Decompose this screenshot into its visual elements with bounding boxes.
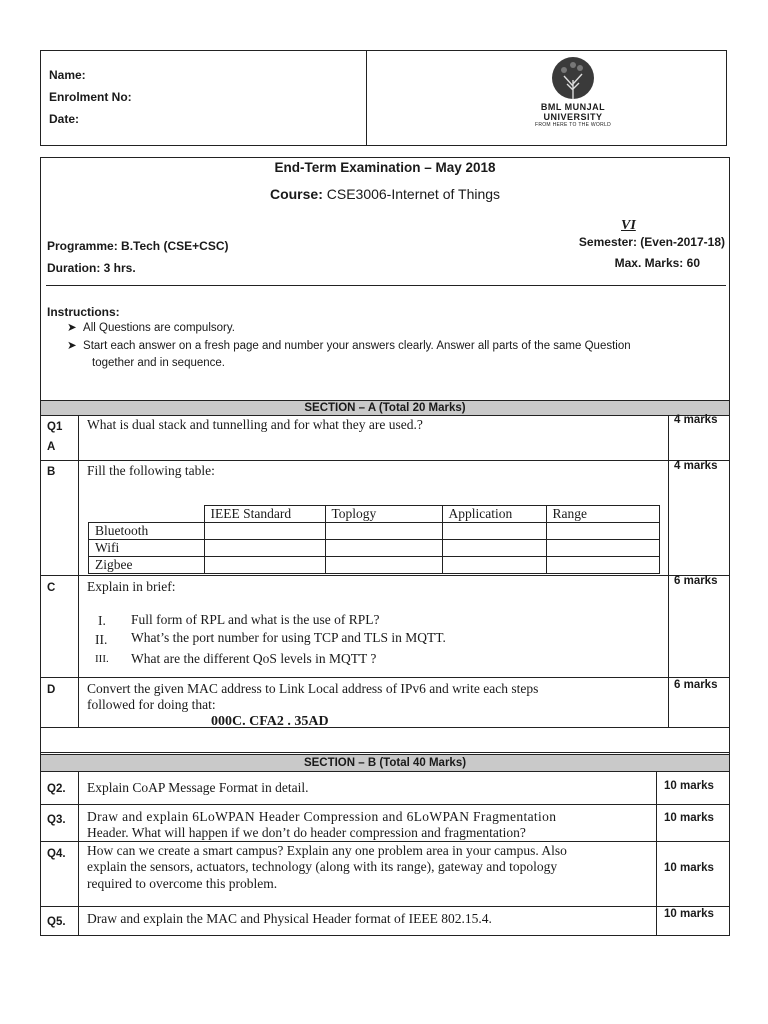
fill-table [88,505,660,574]
q1c-item-1-text: Full form of RPL and what is the use of RPL? [131,612,380,627]
table-cell [325,540,442,557]
course-label: Course: [269,186,323,202]
q1d-line2: followed for doing that: [87,697,216,712]
max-marks-label: Max. Marks: 60 [614,256,700,270]
university-name-line2: UNIVERSITY [543,112,603,122]
table-header-cell: Application [442,506,546,523]
section-a-header: SECTION – A (Total 20 Marks) [40,400,730,416]
exam-title: End-Term Examination – May 2018 [274,160,496,175]
course-value: CSE3006-Internet of Things [326,186,501,202]
header-divider [366,50,367,146]
q2-text: Explain CoAP Message Format in detail. [87,780,309,795]
q3-line2: Header. What will happen if we don’t do header compression and fragmentation? [87,825,526,840]
q1c-marks: 6 marks [674,575,718,587]
q3-number: Q3. [47,814,66,826]
q1a-sub: A [47,441,56,453]
qnum-column-line-b [78,772,79,936]
table-cell [204,557,325,574]
row-divider [40,906,730,907]
row-divider [40,460,730,461]
row-divider [40,841,730,842]
table-cell [442,540,546,557]
table-cell [442,557,546,574]
q1b-text: Fill the following table: [87,463,215,478]
q1c-text: Explain in brief: [87,579,176,594]
date-label: Date: [49,112,80,126]
q3-line1: Draw and explain 6LoWPAN Header Compression and 6LoWPAN Fragmentation [87,809,557,824]
arrow-bullet-icon: ➤ [67,340,77,352]
q1a-text: What is dual stack and tunnelling and for what they are used.? [87,417,423,432]
table-row [89,557,660,574]
q2-marks: 10 marks [664,780,714,792]
q1c-item-1-num: I. [98,613,106,628]
table-header-cell: Range [546,506,660,523]
semester-handwritten: VI [621,218,636,233]
course-line [40,186,730,202]
q5-text: Draw and explain the MAC and Physical Header format of IEEE 802.15.4. [87,911,492,926]
q1a-marks: 4 marks [674,414,718,426]
arrow-bullet-icon: ➤ [67,322,77,334]
q1c-item-2-text: What’s the port number for using TCP and TLS in MQTT. [131,630,446,645]
mac-address: 000C. CFA2 . 35AD [211,714,329,729]
enrolment-label: Enrolment No: [49,90,132,104]
q4-number: Q4. [47,848,66,860]
section-b-header: SECTION – B (Total 40 Marks) [40,754,730,772]
table-cell [546,523,660,540]
q1c-item-3-text: What are the different QoS levels in MQTT ? [131,651,377,666]
q1c-item-2-num: II. [95,632,108,647]
marks-column-line-b [656,772,657,936]
table-header-cell [89,506,205,523]
row-divider [40,677,730,678]
name-label: Name: [49,68,86,82]
q1-number: Q1 [47,421,63,433]
table-cell [546,540,660,557]
instructions-heading: Instructions: [47,305,120,319]
row-divider [40,575,730,576]
table-row-label: Wifi [89,540,205,557]
instruction-item-3: together and in sequence. [92,357,225,369]
q1c-item-3-num: III. [95,653,109,665]
table-row [89,540,660,557]
q5-number: Q5. [47,916,66,928]
info-divider [46,285,726,286]
programme-label: Programme: B.Tech (CSE+CSC) [47,239,229,253]
q1b-marks: 4 marks [674,460,718,472]
qnum-column-line-a [78,415,79,728]
table-header-row [89,506,660,523]
table-cell [204,523,325,540]
tree-logo-icon [518,56,628,104]
table-cell [442,523,546,540]
university-logo [518,56,628,132]
table-cell [325,557,442,574]
q4-line1: How can we create a smart campus? Explain any one problem area in your campus. Also [87,843,567,858]
row-divider [40,752,730,753]
q1d-line1: Convert the given MAC address to Link Local address of IPv6 and write each steps [87,681,539,696]
q4-line3: required to overcome this problem. [87,876,278,891]
marks-column-line-a [668,415,669,728]
instruction-item-2: ➤ Start each answer on a fresh page and number your answers clearly. Answer all parts of the same Question [67,340,631,352]
university-tagline: FROM HERE TO THE WORLD [534,122,612,128]
duration-label: Duration: 3 hrs. [47,261,136,275]
table-header-cell: Toplogy [325,506,442,523]
table-row [89,523,660,540]
table-cell [204,540,325,557]
q4-line2: explain the sensors, actuators, technology (along with its range), gateway and topology [87,859,558,874]
table-cell [325,523,442,540]
q1d-marks: 6 marks [674,679,718,691]
q5-marks: 10 marks [664,908,714,920]
row-divider [40,804,730,805]
q1d-sub: D [47,684,56,696]
instruction-item-1: ➤ All Questions are compulsory. [67,322,235,334]
table-row-label: Bluetooth [89,523,205,540]
q1b-sub: B [47,466,56,478]
q3-marks: 10 marks [664,812,714,824]
q1c-sub: C [47,582,56,594]
university-name-line1: BML MUNJAL [540,102,606,112]
q4-marks: 10 marks [664,862,714,874]
row-divider [40,727,730,728]
table-row-label: Zigbee [89,557,205,574]
table-header-cell: IEEE Standard [204,506,325,523]
q2-number: Q2. [47,783,66,795]
table-cell [546,557,660,574]
semester-label: Semester: (Even-2017-18) [578,235,725,249]
